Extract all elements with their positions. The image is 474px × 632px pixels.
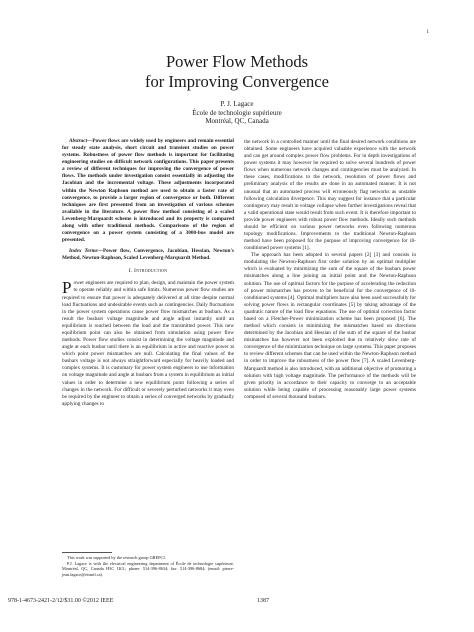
section-heading-introduction: I. Introduction: [128, 268, 168, 275]
paper-title-line-2: for Improving Convergence: [145, 72, 329, 91]
abstract: [62, 138, 234, 244]
index-terms: [62, 248, 234, 262]
footnotes: [62, 555, 234, 577]
index-terms-text: —Power flow, Convergence, Jacobian, Hessian, Newton's Method, Newton-Raphson, Scaled Levenberg-Marquardt Method.: [62, 248, 234, 262]
drop-cap: P: [62, 278, 72, 298]
left-column: [62, 138, 234, 408]
paper-title-line-1: Power Flow Methods: [165, 52, 309, 71]
affiliation-line-2: Montréal, QC, Canada: [205, 117, 269, 125]
footnote-author-info: P.J. Lagace is with the electrical engineering department of École de technologie supérieure, Montréal, QC, Canada H3C 1K3.; phone: 514-396-8634; fax: 514-396-8684; (email: pierre-jean.lagace@etsmtl.ca).: [62, 560, 234, 577]
right-column: [244, 139, 416, 401]
index-terms-label: Index Terms: [69, 248, 98, 255]
right-paragraph-2: The approach has been adopted in several papers [2] [3] and consists in modulating the Newton-Raphson first order solution by an optimal multiplier which is evaluated by minimizing the sum of the square of the busbars power mismatches along a line joining an initial point and the Newton-Raphson solution. The use of optimal factors for the purpose of accelerating the reduction of power mismatches has proven to be beneficial for the convergence of ill-conditioned systems [4]. Optimal multipliers have also been used successfully for solving power flows in rectangular coordinates [5] by taking advantage of the quadratic nature of the load flow equations. The use of optimal correction factor based on a Fletcher-Power minimization scheme has been proposed [6]. The method which consists in minimizing the mismatches based on directions determined by the Jacobian and Hessian of the sum of the square of the busbar mismatches has however not been exploited due to relatively slow rate of convergence of the minimization technique on large systems. This paper proposes to review different schemes that can be used within the Newton-Raphson method in order to improve the robustness of the power flow [7]. A scaled Levenberg-Marquardt method is also introduced, with an additional objective of promoting a solution with high voltage magnitude. The performance of the methods will be given priority in accordance to their capacity to converge to an acceptable solution while being capable of processing reasonably large power systems composed of several thousand busbars.: [244, 252, 416, 400]
abstract-label: Abstract: [69, 138, 88, 144]
right-paragraph-1: the network in a controlled manner until the final desired network conditions are obtained. Some engineers have acquired valuable experience with the network and can get around complex power flow problems. For in depth investigations of power systems it may however be required to solve several hundreds of power flows when numerous network changes and contingencies must be analyzed. In these cases, modifications to the network, resolution of power flows and preliminary analysis of the results are done in an automated manner. It is not unusual that an automated process will erroneously flag networks as unstable following calculation divergence. This may suggest for instance that a particular contingency may result in voltage collapse when further investigations reveal that a valid operational state would result from such event. It is therefore important to provide power engineers with robust power flow methods. Ideally such methods should be efficient on various power networks even following numerous topology modifications. Improvements to the traditional Newton-Raphson method have been proposed for the purpose of improving convergence for ill-conditioned power systems [1].: [244, 139, 416, 252]
affiliation-line-1: École de technologie supérieure: [192, 108, 282, 117]
introduction-paragraph: [62, 280, 234, 407]
author-name: P. J. Lagace: [220, 100, 254, 108]
footnote-divider: [62, 552, 112, 553]
page-number: 1: [426, 30, 429, 35]
footer-page-number: 1387: [257, 598, 269, 604]
introduction-text: ower engineers are required to plan, design, and maintain the power system to operate reliably and within safe limits. Numerous power flow studies are required to ensure that power is adequately delivered at all time despite normal load fluctuations and undesirable events such as contingencies. Daily fluctuations in the power system operations cause power flow mismatches at busbars. As a result the busbars voltage magnitude and angle adjust instantly until an equilibrium is reached between the load and the transmitted power. This new equilibrium point can also be obtained from simulation using power flow methods. Power flow studies consist in determining the voltage magnitude and angle at each busbar until there is an equilibrium in active and reactive power at which point power mismatches are null. Calculating the final values of the busbars voltage is not always straightforward especially for heavily loaded and complex systems. It is customary for power system engineers to use information on voltage magnitude and angle at busbars from a system in equilibrium as initial values in order to determine a new equilibrium point following a series of changes in the network. For difficult or severely perturbed networks it may even be required by the engineer to obtain a series of converged networks by gradually applying changes to: [62, 280, 234, 407]
paper-header: [0, 52, 474, 126]
footer-copyright: 978-1-4673-2421-2/12/$31.00 ©2012 IEEE: [8, 598, 114, 604]
footnote-funding: This work was supported by the research group GREPCI.: [67, 555, 166, 560]
abstract-text: —Power flows are widely used by engineers and remain essential for steady state analysis, short circuit and transient studies on power systems. Robustness of power flow methods is important for facilitating engineering studies on difficult network configurations. This paper presents a review of different techniques for improving the convergence of power flows. The methods under investigation consist essentially in adjusting the Jacobian and the incremental voltage. These adjustments incorporated within the Newton Raphson method are used to obtain a faster rate of convergence, to provide a larger region of convergence or both. Different techniques are first presented from an investigation of various schemes available in the literature. A power flow method consisting of a scaled Levenberg-Marquardt scheme is introduced and its property is compared along with other traditional methods. Comparisons of the region of convergence on a power system consisting of a 3000-bus model are presented.: [62, 138, 234, 244]
